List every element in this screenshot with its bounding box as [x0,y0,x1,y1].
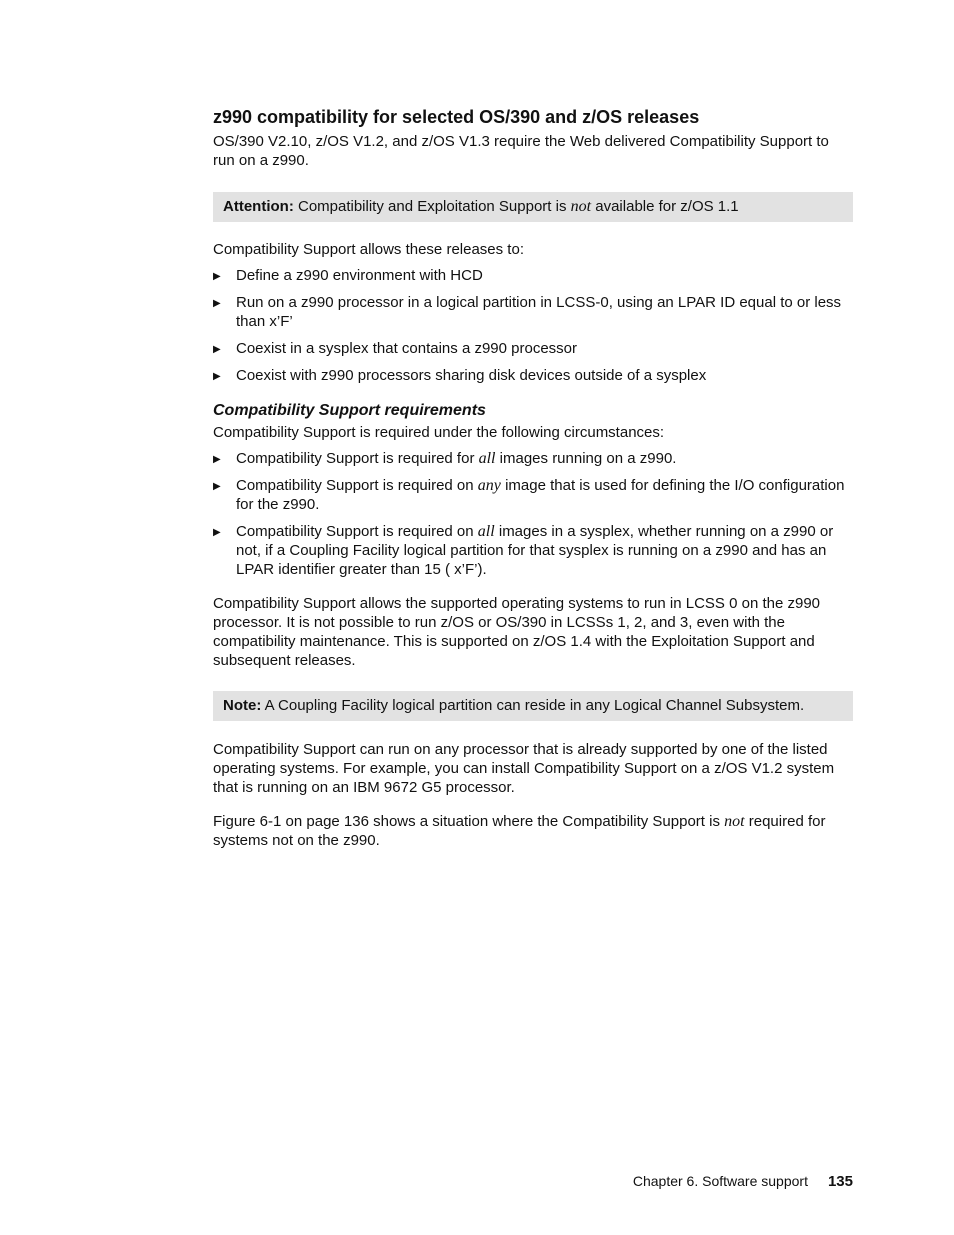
allows-intro: Compatibility Support allows these releases to: [213,241,524,258]
list-item-text: image that is used for defining the I/O configuration for the z990. [236,477,845,513]
list-item-text: Coexist with z990 processors sharing disk devices outside of a sysplex [236,367,707,384]
bullet-icon: ▶ [213,344,221,355]
bullet-icon: ▶ [213,298,221,309]
list-item [213,339,853,358]
intro-paragraph: OS/390 V2.10, z/OS V1.2, and z/OS V1.3 require the Web delivered Compatibility Support to run on a z990. [213,133,829,169]
emphasis-text: all [477,523,495,540]
attention-text-after: available for z/OS 1.1 [591,198,739,215]
footer-chapter: Chapter 6. Software support [632,1173,808,1189]
note-box [213,691,853,721]
page-content [213,106,853,850]
requirements-intro: Compatibility Support is required under the following circumstances: [213,424,665,441]
note-label: Note: [223,697,262,714]
figure-text-after: required for systems not on the z990. [213,813,826,849]
list-item [213,293,853,331]
bullet-icon: ▶ [213,271,221,282]
list-item-text: images in a sysplex, whether running on a z990 or not, if a Coupling Facility logical partition for that sysplex is running on a z990 and has an LPAR identifier greater than 15 ( x’F’). [236,523,834,578]
allows-list [213,266,853,385]
processor-paragraph: Compatibility Support can run on any processor that is already supported by one of the listed operating systems. For example, you can install Compatibility Support on a z/OS V1.2 system that is running on an IBM 9672 G5 processor. [213,741,835,796]
page-footer [633,1173,853,1190]
attention-emphasis: not [570,198,592,215]
list-item [213,476,853,514]
list-item-text: Compatibility Support is required for [236,450,479,467]
attention-text-before: Compatibility and Exploitation Support is [293,198,571,215]
list-item-text: images running on a z990. [495,450,677,467]
list-item [213,366,853,385]
list-item [213,449,853,468]
list-item [213,266,853,285]
emphasis-text: not [724,813,745,830]
note-text: A Coupling Facility logical partition can reside in any Logical Channel Subsystem. [261,697,805,714]
page-number: 135 [827,1173,853,1190]
bullet-icon: ▶ [213,371,221,382]
attention-box [213,192,853,222]
section-heading: z990 compatibility for selected OS/390 and z/OS releases [213,107,700,127]
list-item-text: Coexist in a sysplex that contains a z990 processor [236,340,578,357]
bullet-icon: ▶ [213,454,221,465]
attention-label: Attention: [223,198,294,215]
subsection-heading: Compatibility Support requirements [213,402,486,419]
list-item-text: Compatibility Support is required on [236,523,478,540]
emphasis-text: any [477,477,501,494]
bullet-icon: ▶ [213,481,221,492]
figure-text-before: Figure 6-1 on page 136 shows a situation where the Compatibility Support is [213,813,725,830]
lcss-paragraph: Compatibility Support allows the supported operating systems to run in LCSS 0 on the z990 processor. It is not possible to run z/OS or OS/390 in LCSSs 1, 2, and 3, even with the compatibility maintenance. This is supported on z/OS 1.4 with the Exploitation Support and subsequent releases. [213,595,821,669]
bullet-icon: ▶ [213,527,221,538]
figure-reference-paragraph [213,812,853,850]
list-item-text: Compatibility Support is required on [236,477,478,494]
requirements-list [213,449,853,579]
list-item [213,522,853,579]
emphasis-text: all [478,450,496,467]
list-item-text: Run on a z990 processor in a logical partition in LCSS-0, using an LPAR ID equal to or less than x’F’ [236,294,842,330]
list-item-text: Define a z990 environment with HCD [236,267,483,284]
